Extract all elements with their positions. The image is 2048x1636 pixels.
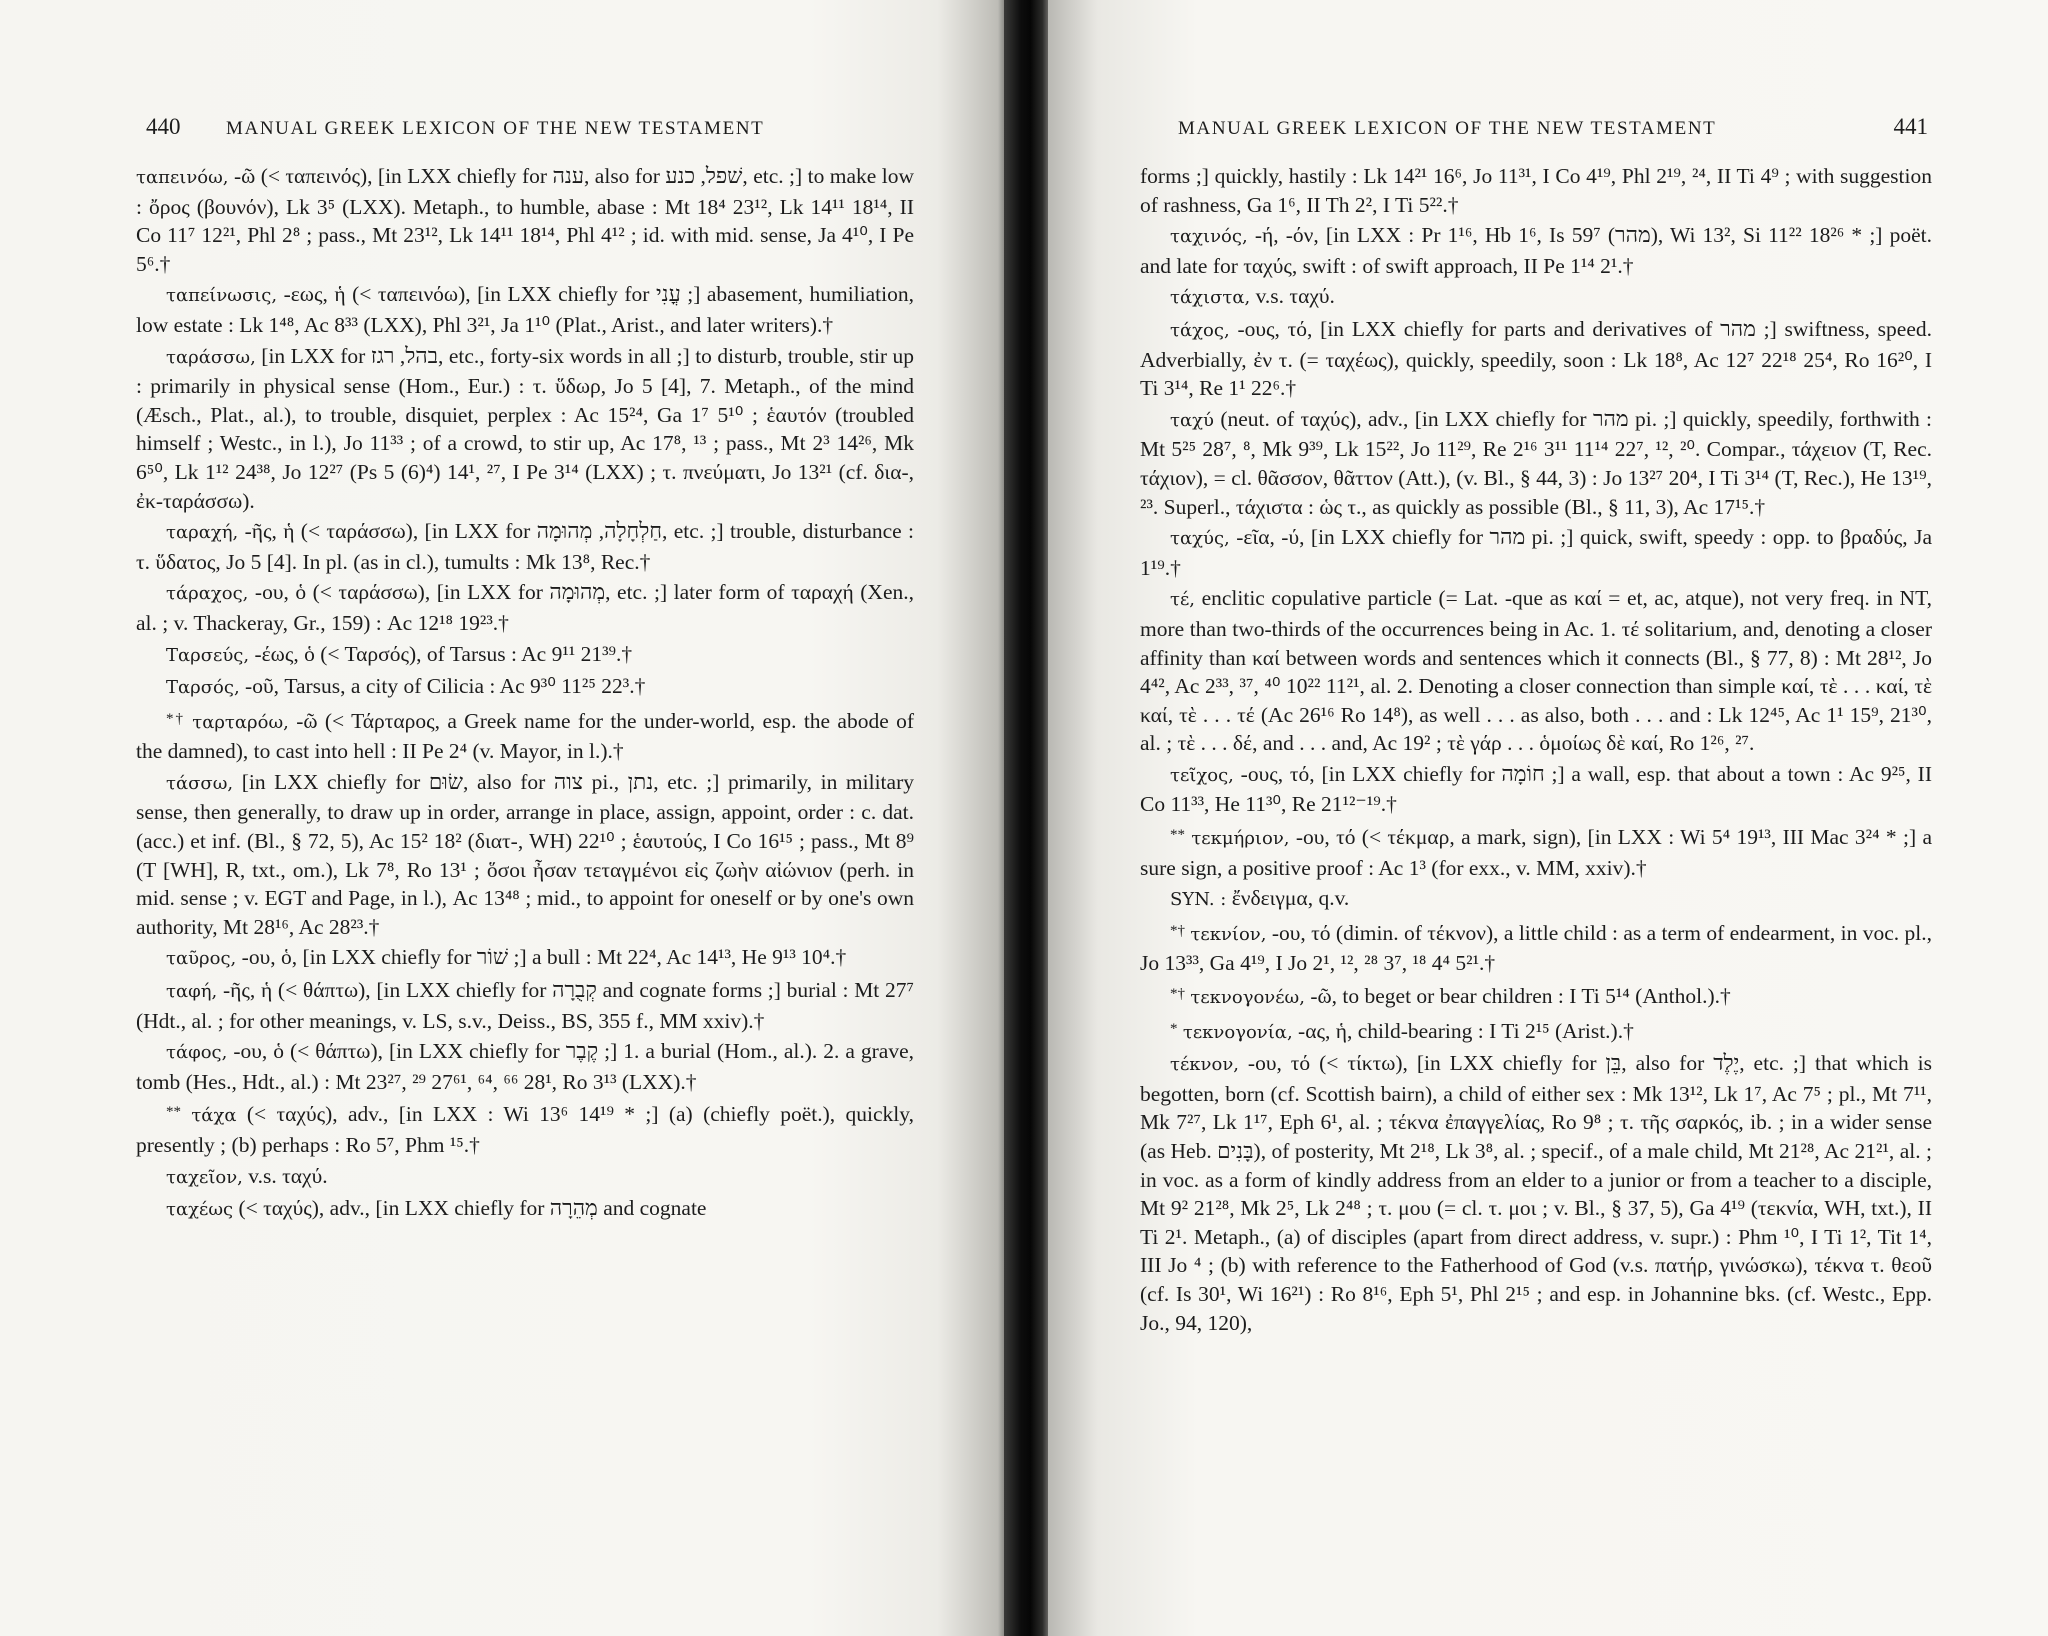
entry-headword: ταχεῖον, bbox=[166, 1166, 243, 1188]
entry-text: (< ταχύς), adv., [in LXX : Wi 13⁶ 14¹⁹ * ;] (a) (chiefly poët.), quickly, presently ; (b) perhaps : Ro 5⁷, Phm ¹⁵.† bbox=[136, 1102, 914, 1157]
page-number: 440 bbox=[146, 114, 181, 139]
entry-headword: ταπεινόω, bbox=[136, 167, 229, 188]
entry-text: -ῆς, ἡ (< θάπτω), [in LXX chiefly for קְבֻרָה and cognate forms ;] burial : Mt 27⁷ (Hdt., al. ; for other meanings, v. LS, s.v., Deiss., BS, 355 f., MM xxiv).† bbox=[136, 978, 914, 1033]
entry-text: v.s. ταχύ. bbox=[248, 1163, 328, 1188]
entry-mark: ** bbox=[166, 1104, 181, 1121]
entry-headword: τεῖχος, bbox=[1170, 764, 1234, 786]
entry-headword: Ταρσεύς, bbox=[166, 644, 250, 666]
entry-headword: τάραχος, bbox=[166, 583, 249, 605]
entry-headword: τάχος, bbox=[1170, 319, 1230, 341]
lexicon-entry bbox=[1140, 162, 1932, 219]
entry-text: -ῆς, ἡ (< ταράσσω), [in LXX for חַלְחָלָה, מְהוּמָה, etc. ;] trouble, disturbance : τ. ὕδατος, Jo 5 [4]. In pl. (as in cl.), tumults : Mk 13⁸, Rec.† bbox=[136, 519, 915, 574]
entry-text: -ῶ (< ταπεινός), [in LXX chiefly for ענה, also for שׁפל, כנע, etc. ;] to make low : ὄρος (βουνόν), Lk 3⁵ (LXX). Metaph., to humble, abase : Mt 18⁴ 23¹², Lk 14¹¹ 18¹⁴, II Co 11⁷ 12²¹, Phl 2⁸ ; pass., Mt 23¹², Lk 14¹¹ 18¹⁴, Phl 4¹² ; id. with mid. sense, Ja 4¹⁰, I Pe 5⁶.† bbox=[136, 164, 915, 276]
entry-headword: ταραχή, bbox=[166, 522, 239, 544]
lexicon-entry bbox=[136, 1098, 914, 1159]
entry-headword: τεκνογονία, bbox=[1182, 1021, 1293, 1043]
entry-headword: ταχινός, bbox=[1170, 226, 1248, 248]
lexicon-entry bbox=[136, 976, 914, 1035]
entry-text: [in LXX chiefly for שׂוּם, also for צוה pi., נתן, etc. ;] primarily, in military sense, then generally, to draw up in order, arrange in place, assign, appoint, order : c. dat. (acc.) et inf. (Bl., § 72, 5), Ac 15² 18² (διατ-, WH) 22¹⁰ ; ἑαυτούς, I Co 16¹⁵ ; pass., Mt 8⁹ (T [WH], R, txt., om.), Lk 7⁸, Ro 13¹ ; ὅσοι ἦσαν τεταγμένοι εἰς ζωὴν αἰώνιον (perh. in mid. sense ; v. EGT and Page, in l.), Ac 13⁴⁸ ; mid., to appoint for oneself or by one's own authority, Mt 28¹⁶, Ac 28²³.† bbox=[136, 769, 914, 939]
entry-mark: *† bbox=[1170, 986, 1185, 1003]
entry-text: -ου, τό (< τέκμαρ, a mark, sign), [in LXX : Wi 5⁴ 19¹³, III Mac 3²⁴ * ;] a sure sign, a positive proof : Ac 1³ (for exx., v. MM, xxiv).† bbox=[1140, 825, 1933, 880]
entry-text: -ῶ, to beget or bear children : I Ti 5¹⁴ (Anthol.).† bbox=[1310, 984, 1731, 1009]
entry-headword: τεκνίον, bbox=[1190, 923, 1267, 945]
lexicon-entry bbox=[136, 280, 914, 339]
entry-headword: τάφος, bbox=[166, 1042, 228, 1064]
lexicon-entry bbox=[136, 1162, 914, 1193]
running-head bbox=[146, 114, 916, 152]
lexicon-entry bbox=[1140, 1015, 1932, 1048]
entry-text: -ας, ἡ, child-bearing : I Ti 2¹⁵ (Arist.).† bbox=[1298, 1018, 1634, 1043]
lexicon-entry bbox=[1140, 523, 1932, 582]
lexicon-entry bbox=[136, 943, 914, 974]
entry-headword: Ταρσός, bbox=[166, 677, 240, 699]
page-number: 441 bbox=[1893, 114, 1928, 139]
entry-headword: ταῦρος, bbox=[166, 948, 237, 970]
entry-headword: ταπείνωσις, bbox=[166, 285, 278, 307]
lexicon-entry bbox=[1140, 917, 1932, 978]
lexicon-entry bbox=[136, 162, 914, 278]
entry-headword: ταρταρόω, bbox=[192, 711, 289, 733]
lexicon-entry bbox=[1140, 980, 1932, 1013]
lexicon-entry bbox=[1140, 584, 1932, 758]
lexicon-entry bbox=[1140, 1049, 1932, 1337]
book-gutter bbox=[1004, 0, 1052, 1636]
entry-text: ἔνδειγμα, q.v. bbox=[1231, 886, 1350, 911]
entry-text: -οῦ, Tarsus, a city of Cilicia : Ac 9³⁰ 11²⁵ 22³.† bbox=[245, 674, 646, 699]
entry-text: -ου, ὁ, [in LXX chiefly for שׁוֹר ;] a bull : Mt 22⁴, Ac 14¹³, He 9¹³ 10⁴.† bbox=[241, 945, 847, 970]
running-head-title: MANUAL GREEK LEXICON OF THE NEW TESTAMENT bbox=[1178, 118, 1717, 139]
lexicon-entry bbox=[1140, 315, 1932, 403]
entry-mark: *† bbox=[1170, 922, 1186, 939]
entry-text: -εως, ἡ (< ταπεινόω), [in LXX chiefly for עֳנִי ;] abasement, humiliation, low estate : Lk 1⁴⁸, Ac 8³³ (LXX), Phl 3²¹, Ja 1¹⁰ (Plat., Arist., and later writers).† bbox=[136, 282, 914, 337]
lexicon-entry bbox=[1140, 405, 1932, 521]
entry-headword: τάχιστα, bbox=[1170, 287, 1251, 309]
lexicon-column bbox=[1140, 162, 1932, 1339]
entry-headword: SYN. : bbox=[1170, 889, 1227, 911]
lexicon-entry bbox=[1140, 884, 1932, 915]
entry-text: -ους, τό, [in LXX chiefly for חוֹמָה ;] a wall, esp. that about a town : Ac 9²⁵, II Co 11³³, He 11³⁰, Re 21¹²⁻¹⁹.† bbox=[1140, 761, 1932, 817]
lexicon-entry bbox=[1140, 821, 1932, 882]
entry-text: -ους, τό, [in LXX chiefly for parts and derivatives of מהר ;] swiftness, speed. Adverbially, ἐν τ. (= ταχέως), quickly, speedily, soon : Lk 18⁸, Ac 12⁷ 22¹⁸ 25⁴, Ro 16²⁰, I Ti 3¹⁴, Re 1¹ 22⁶.† bbox=[1140, 316, 1933, 401]
lexicon-entry bbox=[136, 342, 914, 516]
entry-text: -ου, τό (< τίκτω), [in LXX chiefly for בֵּן, also for יֶלֶד, etc. ;] that which is begotten, born (cf. Scottish bairn), a child of either sex : Mk 13¹², Lk 1⁷, Ac 7⁵ ; pl., Mt 7¹¹, Mk 7²⁷, Lk 1¹⁷, Eph 6¹, al. ; τέκνα ἐπαγγελίας, Ro 9⁸ ; τ. τῆς σαρκός, ib. ; in a wider sense (as Heb. בָּנִים), of posterity, Mt 2¹⁸, Lk 3⁸, al. ; specif., of a male child, Mt 21²⁸, Ac 21²¹, al. ; in voc. as a form of kindly address from an elder to a junior or from a teacher to a disciple, Mt 9² 21²⁸, Mk 2⁵, Lk 2⁴⁸ ; τ. μου (= cl. τ. μοι ; v. Bl., § 37, 5), Ga 4¹⁹ (τεκνία, WH, txt.), II Ti 2¹. Metaph., (a) of disciples (apart from direct address, v. supr.) : Phm ¹⁰, I Ti 1², Tit 1⁴, III Jo ⁴ ; (b) with reference to the Fatherhood of God (v.s. πατήρ, γινώσκω), τέκνα τ. θεοῦ (cf. Is 30¹, Wi 16²¹) : Ro 8¹⁶, Eph 5¹, Phl 2¹⁵ ; and esp. in Johannine bks. (cf. Westc., Epp. Jo., 94, 120), bbox=[1140, 1051, 1932, 1335]
lexicon-entry bbox=[1140, 760, 1932, 819]
lexicon-entry bbox=[1140, 282, 1932, 313]
entry-mark: ** bbox=[1170, 827, 1185, 844]
lexicon-entry bbox=[136, 1037, 914, 1096]
lexicon-entry bbox=[136, 705, 914, 766]
running-head-title: MANUAL GREEK LEXICON OF THE NEW TESTAMENT bbox=[226, 118, 765, 139]
entry-text: -έως, ὁ (< Ταρσός), of Tarsus : Ac 9¹¹ 21³⁹.† bbox=[254, 641, 633, 666]
entry-text: forms ;] quickly, hastily : Lk 14²¹ 16⁶, Jo 11³¹, I Co 4¹⁹, Phl 2¹⁹, ²⁴, II Ti 4⁹ ; with suggestion of rashness, Ga 1⁶, II Th 2², I Ti 5²².† bbox=[1140, 164, 1932, 217]
entry-text: -ῶ (< Τάρταρος, a Greek name for the under-world, esp. the abode of the damned), to cast into hell : II Pe 2⁴ (v. Mayor, in l.).† bbox=[136, 708, 914, 764]
entry-headword: ταχύς, bbox=[1170, 528, 1230, 550]
entry-headword: ταφή, bbox=[166, 981, 218, 1003]
lexicon-entry bbox=[136, 640, 914, 671]
entry-text: -ου, ὁ (< θάπτω), [in LXX chiefly for קֶבֶר ;] 1. a burial (Hom., al.). 2. a grave, tomb (Hes., Hdt., al.) : Mt 23²⁷, ²⁹ 27⁶¹, ⁶⁴, ⁶⁶ 28¹, Ro 3¹³ (LXX).† bbox=[136, 1039, 915, 1094]
lexicon-entry bbox=[136, 578, 914, 637]
entry-text: enclitic copulative particle (= Lat. -que as καί = et, ac, atque), not very freq. in NT, more than two-thirds of the occurrences being in Ac. 1. τέ solitarium, and, denoting a closer affinity than καί between words and sentences which it connects (Bl., § 77, 8) : Mt 28¹², Jo 4⁴², Ac 2³³, ³⁷, ⁴⁰ 10²² 11²¹, al. 2. Denoting a closer connection than simple καί, τὲ . . . καί, τὲ καί, τὲ . . . τέ (Ac 26¹⁶ Ro 14⁸), as well . . . as also, both . . . and : Lk 12⁴⁵, Ac 1¹ 15⁹, 21³⁰, al. ; τὲ . . . δέ, and . . . and, Ac 19² ; τὲ γάρ . . . ὁμοίως δὲ καί, Ro 1²⁶, ²⁷. bbox=[1140, 586, 1932, 756]
entry-text: -ου, ὁ (< ταράσσω), [in LXX for מְהוּמָה, etc. ;] later form of ταραχή (Xen., al. ; v. Thackeray, Gr., 159) : Ac 12¹⁸ 19²³.† bbox=[136, 580, 914, 635]
entry-headword: τάσσω, bbox=[166, 772, 234, 794]
entry-mark: *† bbox=[166, 710, 185, 727]
entry-text: v.s. ταχύ. bbox=[1255, 284, 1335, 309]
lexicon-entry bbox=[136, 672, 914, 703]
lexicon-entry bbox=[136, 768, 914, 942]
entry-headword: ταχέως bbox=[166, 1199, 234, 1221]
running-head bbox=[1178, 114, 1928, 152]
entry-headword: τάχα bbox=[191, 1105, 237, 1127]
entry-text: (< ταχύς), adv., [in LXX chiefly for מְהֵרָה and cognate bbox=[238, 1196, 707, 1221]
entry-headword: τέ, bbox=[1170, 589, 1196, 611]
entry-text: -ου, τό (dimin. of τέκνον), a little child : as a term of endearment, in voc. pl., Jo 13³³, Ga 4¹⁹, I Jo 2¹, ¹², ²⁸ 3⁷, ¹⁸ 4⁴ 5²¹.† bbox=[1140, 920, 1933, 976]
right-page bbox=[1048, 0, 2048, 1636]
entry-text: -εῖα, -ύ, [in LXX chiefly for מהר pi. ;] quick, swift, speedy : opp. to βραδύς, Ja 1¹⁹.† bbox=[1140, 525, 1933, 580]
entry-headword: τεκμήριον, bbox=[1191, 828, 1290, 850]
left-page bbox=[0, 0, 1008, 1636]
lexicon-entry bbox=[136, 1194, 914, 1225]
lexicon-entry bbox=[136, 517, 914, 576]
entry-text: (neut. of ταχύς), adv., [in LXX chiefly for מהר pi. ;] quickly, speedily, forthwith : Mt 5²⁵ 28⁷, ⁸, Mk 9³⁹, Lk 15²², Jo 11²⁹, Re 2¹⁶ 3¹¹ 11¹⁴ 22⁷, ¹², ²⁰. Compar., τάχειον (T, Rec. τάχιον), = cl. θᾶσσον, θᾶττον (Att.), (v. Bl., § 44, 3) : Jo 13²⁷ 20⁴, I Ti 3¹⁴ (T, Rec.), He 13¹⁹, ²³. Superl., τάχιστα : ὡς τ., as quickly as possible (Bl., § 11, 3), Ac 17¹⁵.† bbox=[1140, 406, 1933, 519]
entry-text: [in LXX for בהל, רגז, etc., forty-six words in all ;] to disturb, trouble, stir up : primarily in physical sense (Hom., Eur.) : τ. ὕδωρ, Jo 5 [4], 7. Metaph., of the mind (Æsch., Plat., al.), to trouble, disquiet, perplex : Ac 15²⁴, Ga 1⁷ 5¹⁰ ; ἑαυτόν (troubled himself ; Westc., in l.), Jo 11³³ ; of a crowd, to stir up, Ac 17⁸, ¹³ ; pass., Mt 2³ 14²⁶, Mk 6⁵⁰, Lk 1¹² 24³⁸, Jo 12²⁷ (Ps 5 (6)⁴) 14¹, ²⁷, I Pe 3¹⁴ (LXX) ; τ. πνεύματι, Jo 13²¹ (cf. δια-, ἐκ-ταράσσω). bbox=[136, 343, 915, 513]
entry-headword: ταχύ bbox=[1170, 409, 1214, 431]
lexicon-column bbox=[136, 162, 914, 1227]
entry-text: -ή, -όν, [in LXX : Pr 1¹⁶, Hb 1⁶, Is 59⁷ (מהר), Wi 13², Si 11²² 18²⁶ * ;] poët. and late for ταχύς, swift : of swift approach, II Pe 1¹⁴ 2¹.† bbox=[1140, 223, 1932, 278]
entry-headword: τέκνον, bbox=[1170, 1054, 1239, 1076]
entry-headword: τεκνογονέω, bbox=[1190, 987, 1305, 1009]
entry-headword: ταράσσω, bbox=[166, 346, 256, 368]
entry-mark: * bbox=[1170, 1020, 1178, 1037]
lexicon-entry bbox=[1140, 221, 1932, 280]
